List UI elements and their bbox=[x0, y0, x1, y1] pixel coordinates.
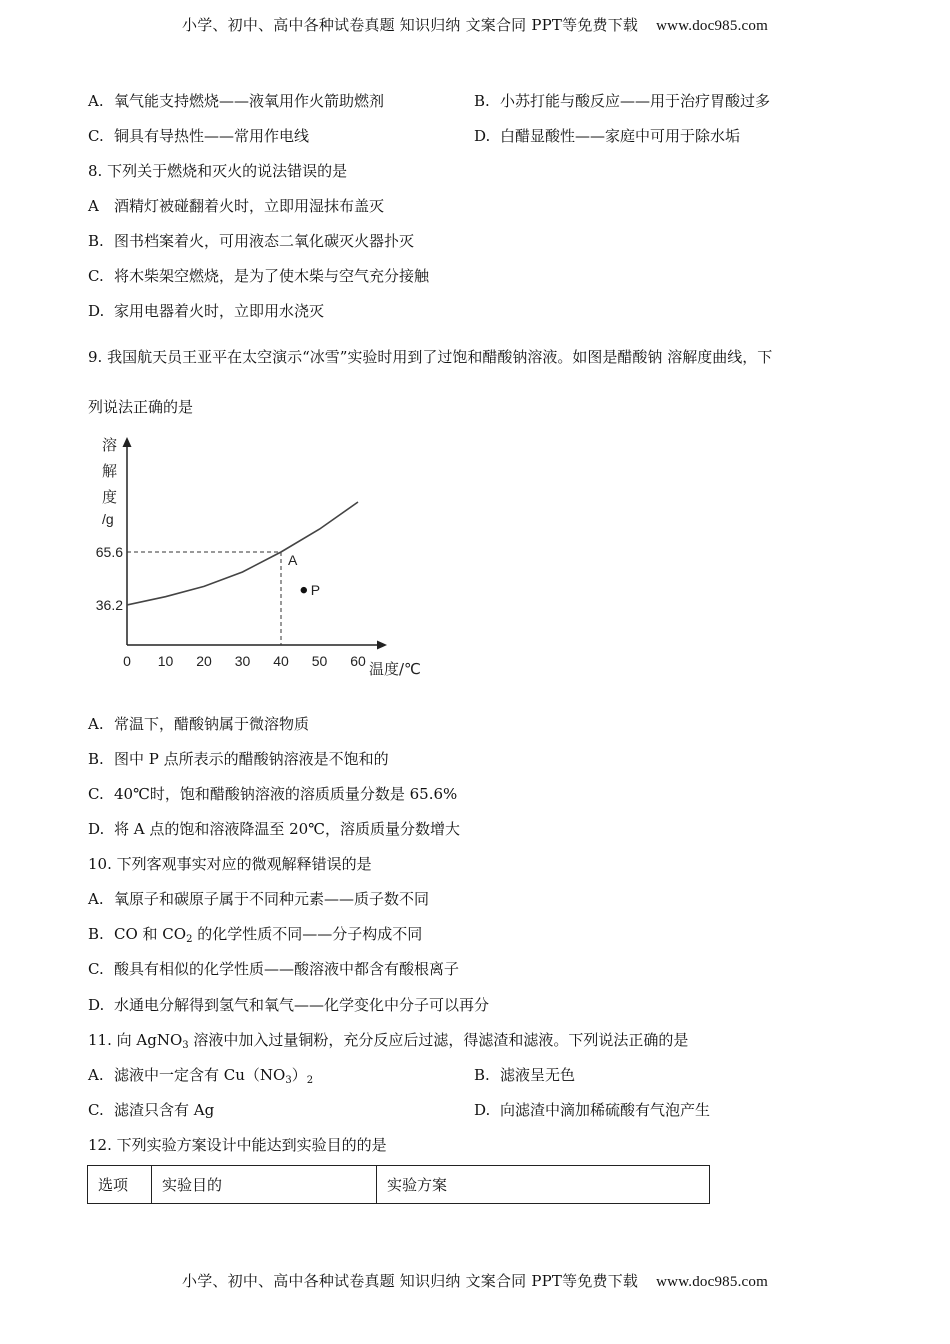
q11-stem: 11. 向 AgNO$_3$ 溶液中加入过量铜粉，充分反应后过滤，得滤渣和滤液。下列说法正确的是 bbox=[88, 1031, 689, 1051]
x-tick-10: 10 bbox=[157, 653, 174, 669]
header-url[interactable]: www.doc985.com bbox=[656, 18, 768, 34]
q7-option-c[interactable]: C. 铜具有导热性——常用作电线 bbox=[88, 127, 310, 145]
q10-option-a[interactable]: A. 氧原子和碳原子属于不同种元素——质子数不同 bbox=[88, 890, 430, 908]
q9-option-d[interactable]: D. 将 A 点的饱和溶液降温至 20℃，溶质质量分数增大 bbox=[88, 820, 461, 838]
y-tick-labels bbox=[96, 544, 123, 613]
q8-option-a[interactable]: A 酒精灯被碰翻着火时，立即用湿抹布盖灭 bbox=[88, 197, 385, 215]
point-a-label: A bbox=[288, 552, 298, 568]
q10-option-b[interactable]: B. CO 和 $CO_2$ 的化学性质不同——分子构成不同 bbox=[88, 925, 423, 945]
q8-option-c[interactable]: C. 将木柴架空燃烧，是为了使木柴与空气充分接触 bbox=[88, 267, 430, 285]
x-axis-arrow bbox=[377, 641, 387, 650]
q8-option-d[interactable]: D. 家用电器着火时，立即用水浇灭 bbox=[88, 302, 325, 320]
page-footer bbox=[0, 1270, 950, 1291]
q7-option-a[interactable]: A. 氧气能支持燃烧——液氧用作火箭助燃剂 bbox=[88, 92, 385, 110]
footer-url[interactable]: www.doc985.com bbox=[656, 1274, 768, 1290]
q9-stem-line1: 9. 我国航天员王亚平在太空演示“冰雪”实验时用到了过饱和醋酸钠溶液。如图是醋酸钠 溶解度曲线，下 bbox=[88, 348, 773, 366]
page-header bbox=[0, 14, 950, 35]
q9-option-c[interactable]: C. 40℃时，饱和醋酸钠溶液的溶质质量分数是 65.6% bbox=[88, 785, 458, 803]
solubility-chart bbox=[95, 432, 440, 682]
q11-option-a[interactable]: A. 滤液中一定含有 $Cu(NO_3)_2$ bbox=[88, 1066, 314, 1086]
y-tick-65-6: 65.6 bbox=[95, 544, 123, 560]
q11-option-b[interactable]: B. 滤液呈无色 bbox=[474, 1066, 576, 1084]
q9-option-a[interactable]: A. 常温下，醋酸钠属于微溶物质 bbox=[88, 715, 310, 733]
footer-text: 小学、初中、高中各种试卷真题 知识归纳 文案合同 PPT等免费下载 bbox=[182, 1272, 639, 1290]
x-tick-50: 50 bbox=[311, 653, 328, 669]
header-purpose: 实验目的 bbox=[152, 1166, 377, 1204]
x-tick-60: 60 bbox=[350, 653, 366, 669]
q7-option-d[interactable]: D. 白醋显酸性——家庭中可用于除水垢 bbox=[474, 127, 741, 145]
header-option: 选项 bbox=[88, 1166, 152, 1204]
chart-points bbox=[288, 552, 320, 598]
y-label-unit: /g bbox=[102, 511, 114, 527]
q8-option-b[interactable]: B. 图书档案着火，可用液态二氧化碳灭火器扑灭 bbox=[88, 232, 415, 250]
guide-lines bbox=[127, 552, 281, 645]
x-tick-40: 40 bbox=[273, 653, 289, 669]
x-tick-labels bbox=[123, 653, 366, 669]
point-p-label: P bbox=[310, 582, 321, 599]
q7-option-b[interactable]: B. 小苏打能与酸反应——用于治疗胃酸过多 bbox=[474, 92, 771, 110]
x-tick-20: 20 bbox=[196, 653, 212, 669]
q12-table bbox=[87, 1165, 710, 1204]
table-header-row bbox=[88, 1166, 710, 1204]
q8-stem: 8. 下列关于燃烧和灭火的说法错误的是 bbox=[88, 162, 348, 180]
q9-option-b[interactable]: B. 图中 P 点所表示的醋酸钠溶液是不饱和的 bbox=[88, 750, 389, 768]
y-label-char-3: 度 bbox=[102, 488, 118, 506]
x-axis-label: 温度/℃ bbox=[369, 660, 421, 678]
y-label-char-2: 解 bbox=[102, 462, 118, 480]
point-p-dot bbox=[301, 587, 307, 593]
header-text: 小学、初中、高中各种试卷真题 知识归纳 文案合同 PPT等免费下载 bbox=[182, 16, 639, 34]
q10-option-c[interactable]: C. 酸具有相似的化学性质——酸溶液中都含有酸根离子 bbox=[88, 960, 460, 978]
q12-stem: 12. 下列实验方案设计中能达到实验目的的是 bbox=[88, 1136, 387, 1154]
x-tick-30: 30 bbox=[234, 653, 251, 669]
q9-stem-line2: 列说法正确的是 bbox=[88, 398, 194, 416]
y-tick-36-2: 36.2 bbox=[95, 597, 123, 613]
y-axis-label bbox=[102, 436, 117, 527]
q10-stem: 10. 下列客观事实对应的微观解释错误的是 bbox=[88, 855, 372, 873]
y-axis-arrow bbox=[123, 437, 132, 447]
header-plan: 实验方案 bbox=[377, 1166, 710, 1204]
q11-option-c[interactable]: C. 滤渣只含有 Ag bbox=[88, 1101, 215, 1119]
solubility-curve bbox=[127, 502, 358, 605]
x-tick-0: 0 bbox=[123, 653, 131, 669]
q10-option-d[interactable]: D. 水通电分解得到氢气和氧气——化学变化中分子可以再分 bbox=[88, 996, 490, 1014]
y-label-char-1: 溶 bbox=[102, 436, 118, 454]
q11-option-d[interactable]: D. 向滤渣中滴加稀硫酸有气泡产生 bbox=[474, 1101, 711, 1119]
